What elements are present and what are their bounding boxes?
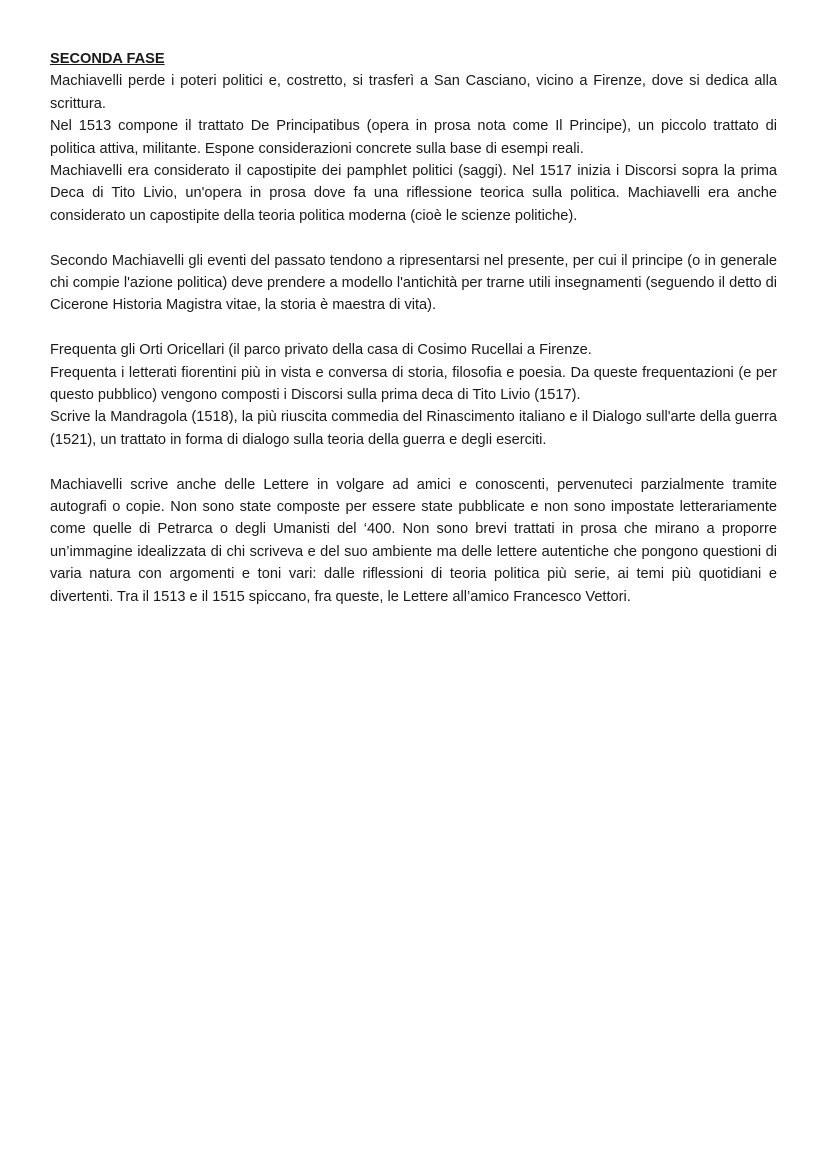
paragraph-lettere: Machiavelli scrive anche delle Lettere in volgare ad amici e conoscenti, pervenuteci parzialmente tramite autografi o copie. Non sono state composte per essere state pubblicate e non sono impostate letterariamente come quelle di Petrarca o degli Umanisti del ‘400. Non sono brevi trattati in prosa che mirano a proporre un’immagine idealizzata di chi scriveva e del suo ambiente ma delle lettere autentiche che pongono questioni di varia natura con argomenti e toni vari: dalle riflessioni di teoria politica più serie, ai temi più quotidiani e divertenti. Tra il 1513 e il 1515 spiccano, fra queste, le Lettere all’amico Francesco Vettori.: [50, 476, 777, 605]
paragraph-exile: Machiavelli perde i poteri politici e, costretto, si trasferì a San Casciano, vicino a Firenze, dove si dedica alla scrittura.: [50, 73, 777, 112]
paragraph-mandragola: Scrive la Mandragola (1518), la più riuscita commedia del Rinascimento italiano e il Dialogo sull'arte della guerra (1521), un trattato in forma di dialogo sulla teoria della guerra e degli eserciti.: [50, 409, 777, 448]
paragraph-historia-magistra: Secondo Machiavelli gli eventi del passato tendono a ripresentarsi nel presente, per cui il principe (o in generale chi compie l'azione politica) deve prendere a modello l'antichità per trarne utili insegnamenti (seguendo il detto di Cicerone Historia Magistra vitae, la storia è maestra di vita).: [50, 252, 777, 314]
paragraph-letterati: Frequenta i letterati fiorentini più in vista e conversa di storia, filosofia e poesia. Da queste frequentazioni (e per questo pubblico) vengono composti i Discorsi sulla prima deca di Tito Livio (1517).: [50, 364, 777, 404]
section-heading: SECONDA FASE: [50, 51, 165, 67]
paragraph-spacer: [50, 227, 777, 249]
paragraph-principe: Nel 1513 compone il trattato De Principatibus (opera in prosa nota come Il Principe), un piccolo trattato di politica attiva, militante. Espone considerazioni concrete sulla base di esempi reali.: [50, 118, 777, 157]
paragraph-spacer: [50, 451, 777, 473]
document-page: [50, 48, 777, 608]
paragraph-discorsi: Machiavelli era considerato il capostipite dei pamphlet politici (saggi). Nel 1517 inizia i Discorsi sopra la prima Deca di Tito Livio, un'opera in prosa dove fa una riflessione teorica sulla politica. Machiavelli era anche considerato un capostipite della teoria politica moderna (cioè le scienze politiche).: [50, 163, 777, 224]
paragraph-orti-oricellari: Frequenta gli Orti Oricellari (il parco privato della casa di Cosimo Rucellai a Firenze.: [50, 342, 592, 359]
paragraph-spacer: [50, 317, 777, 339]
